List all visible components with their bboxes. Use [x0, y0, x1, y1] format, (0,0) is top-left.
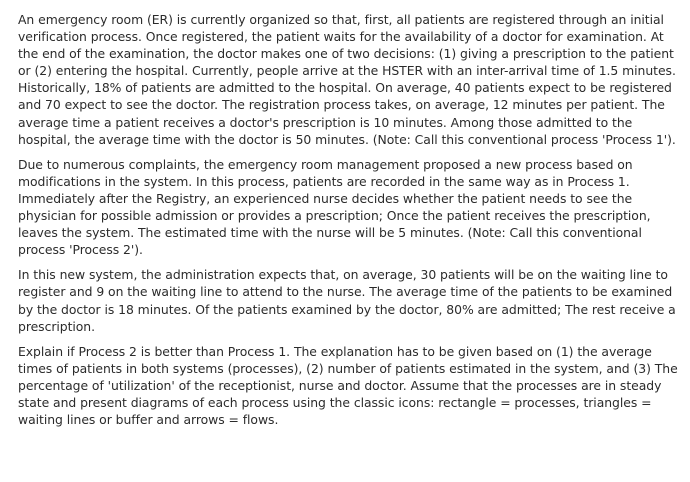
paragraph-process-1: An emergency room (ER) is currently organized so that, first, all patients are registered through an initial verification process. Once registered, the patient waits for the availability of a doctor for examination. At the end of the examination, the doctor makes one of two decisions: (1) giving a prescription to the patient or (2) entering the hospital. Currently, people arrive at the HSTER with an inter-arrival time of 1.5 minutes. Historically, 18% of patients are admitted to the hospital. On average, 40 patients expect to be registered and 70 expect to see the doctor. The registration process takes, on average, 12 minutes per patient. The average time a patient receives a doctor's prescription is 10 minutes. Among those admitted to the hospital, the average time with the doctor is 50 minutes. (Note: Call this conventional process 'Process 1'). — [18, 12, 676, 147]
paragraph-new-system: In this new system, the administration expects that, on average, 30 patients will be on the waiting line to register and 9 on the waiting line to attend to the nurse. The average time of the patients to be examined by the doctor is 18 minutes. Of the patients examined by the doctor, 80% are admitted; The rest receive a prescription. — [18, 267, 676, 334]
problem-statement — [18, 11, 678, 436]
paragraph-question: Explain if Process 2 is better than Process 1. The explanation has to be given based on (1) the average times of patients in both systems (processes), (2) number of patients estimated in the system, and (3) The percentage of 'utilization' of the receptionist, nurse and doctor. Assume that the processes are in steady state and present diagrams of each process using the classic icons: rectangle = processes, triangles = waiting lines or buffer and arrows = flows. — [18, 343, 678, 428]
paragraph-process-2: Due to numerous complaints, the emergency room management proposed a new process based on modifications in the system. In this process, patients are recorded in the same way as in Process 1. Immediately after the Registry, an experienced nurse decides whether the patient needs to see the physician for possible admission or provides a prescription; Once the patient receives the prescription, leaves the system. The estimated time with the nurse will be 5 minutes. (Note: Call this conventional process 'Process 2'). — [18, 156, 651, 258]
